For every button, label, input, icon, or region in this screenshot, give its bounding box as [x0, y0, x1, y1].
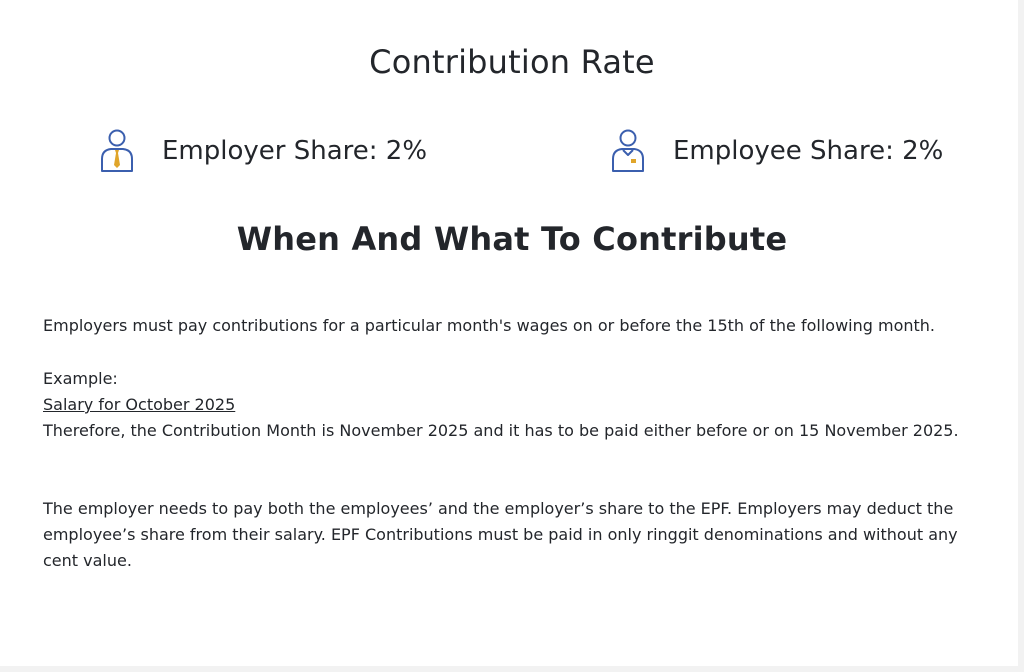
employer-share-label: Employer Share: 2%: [162, 136, 428, 166]
example-salary-link[interactable]: Salary for October 2025: [43, 395, 236, 414]
employer-person-tie-icon: [99, 129, 135, 173]
example-block: [43, 366, 973, 444]
epf-share-paragraph: The employer needs to pay both the employees’ and the employer’s share to the EPF. Employers may deduct the employee’s share from their salary. EPF Contributions must be paid in only ringgit denominations and without any cent value.: [43, 499, 958, 570]
deadline-paragraph: Employers must pay contributions for a particular month's wages on or before the 15th of the following month.: [43, 316, 936, 335]
employee-share-label: Employee Share: 2%: [673, 136, 944, 166]
example-text: Therefore, the Contribution Month is November 2025 and it has to be paid either before or on 15 November 2025.: [43, 421, 959, 440]
section-title: When And What To Contribute: [236, 220, 788, 258]
page-title: Contribution Rate: [369, 43, 655, 81]
employee-share: [610, 128, 943, 174]
employee-person-badge-icon: [610, 129, 646, 173]
employer-share: [99, 128, 427, 174]
example-label: Example:: [43, 369, 118, 388]
